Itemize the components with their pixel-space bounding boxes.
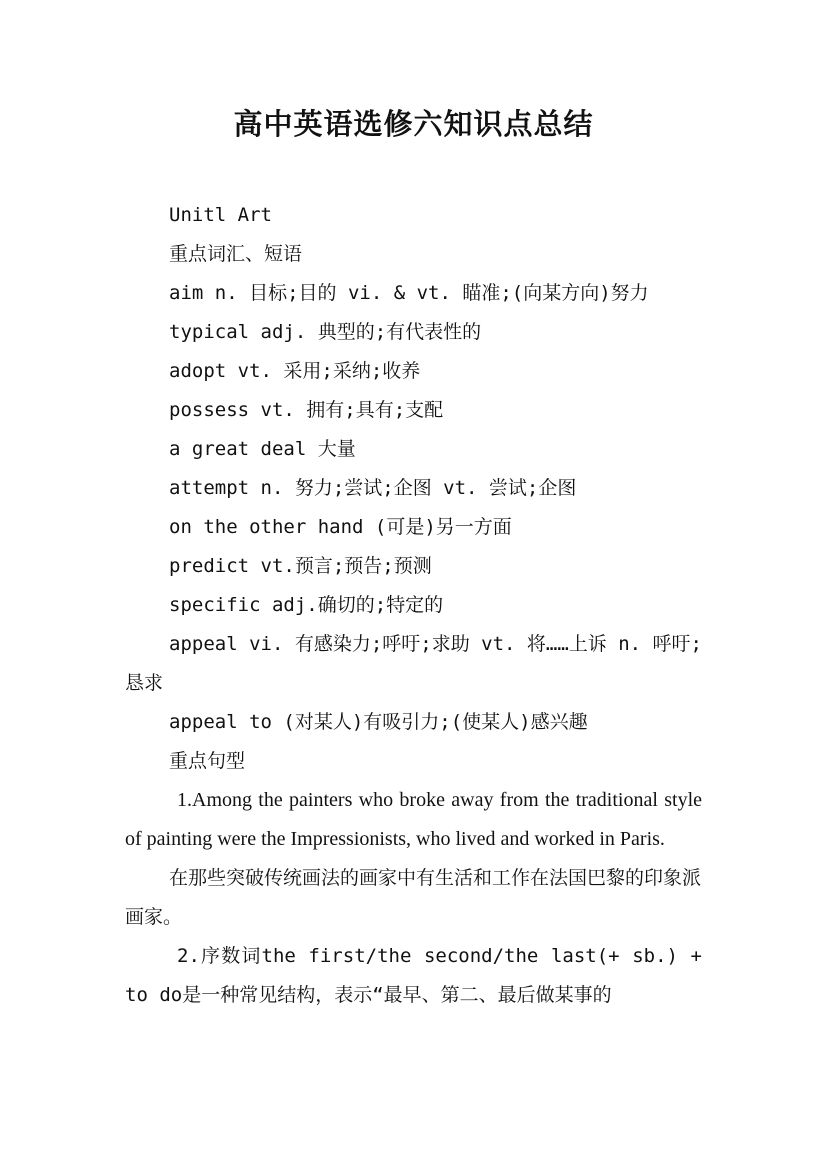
vocab-item: typical adj. 典型的;有代表性的: [169, 321, 482, 343]
vocab-item: a great deal 大量: [169, 438, 356, 460]
vocab-item: on the other hand (可是)另一方面: [169, 516, 512, 538]
document-body: [125, 196, 714, 1015]
vocab-item: appeal vi. 有感染力;呼吁;求助 vt. 将……上诉 n. 呼吁;恳求: [125, 633, 702, 694]
vocab-item: possess vt. 拥有;具有;支配: [169, 399, 444, 421]
vocab-item: adopt vt. 采用;采纳;收养: [169, 360, 421, 382]
sentence-1-english: 1.Among the painters who broke away from the traditional style of painting were the Impressionists, who lived and worked in Paris.: [125, 789, 707, 850]
sentence-heading: 重点句型: [169, 750, 246, 772]
vocab-item: predict vt.预言;预告;预测: [169, 555, 432, 577]
document-title: 高中英语选修六知识点总结: [233, 107, 594, 141]
unit-heading: Unitl Art: [169, 204, 272, 226]
vocab-item: attempt n. 努力;尝试;企图 vt. 尝试;企图: [169, 477, 577, 499]
sentence-1-chinese: 在那些突破传统画法的画家中有生活和工作在法国巴黎的印象派画家。: [125, 867, 702, 928]
vocab-item: aim n. 目标;目的 vi. & vt. 瞄准;(向某方向)努力: [169, 282, 649, 304]
sentence-2: 2.序数词the first/the second/the last(+ sb.) + to do是一种常见结构，表示“最早、第二、最后做某事的: [125, 945, 714, 1006]
vocab-item: specific adj.确切的;特定的: [169, 594, 444, 616]
vocab-heading: 重点词汇、短语: [169, 243, 303, 265]
vocab-item: appeal to (对某人)有吸引力;(使某人)感兴趣: [169, 711, 588, 733]
